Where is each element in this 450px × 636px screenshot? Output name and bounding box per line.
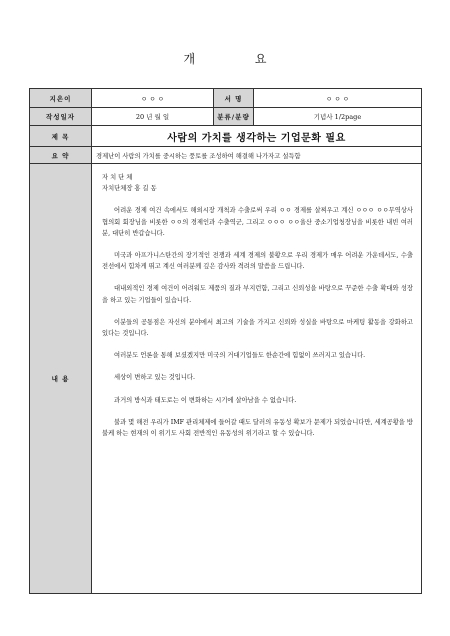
date-value: 20 년 월 일 (92, 108, 214, 126)
date-label: 작성일자 (30, 108, 92, 126)
date-category-row (30, 108, 422, 126)
document-title: 개 요 (183, 52, 295, 66)
author-value: ㅇ ㅇ ㅇ (92, 89, 214, 108)
content-paragraph: 이분들의 공통점은 자신의 분야에서 최고의 기술을 가지고 신뢰와 성실을 바탕으로 마케팅 활동을 강화하고 있다는 것입니다. (102, 318, 413, 338)
content-paragraph: 과거의 방식과 태도로는 이 변화하는 시기에 살아남을 수 없습니다. (114, 396, 297, 404)
content-body (92, 164, 422, 594)
greeting-line-1: 자 치 단 체 (102, 174, 133, 181)
subject-label: 제 목 (30, 126, 92, 147)
subject-row (30, 126, 422, 147)
summary-row (30, 147, 422, 164)
category-label: 분류/분량 (214, 108, 254, 126)
greeting-line-2: 자치단체장 홍 길 동 (102, 185, 157, 193)
content-paragraph: 세상이 변하고 있는 것입니다. (114, 374, 195, 382)
content-paragraph: 미국과 아프가니스탄간의 장기적인 전쟁과 세계 경제의 불황으로 우리 경제가 매우 어려운 가운데서도, 수출 전선에서 힘차게 뛰고 계신 여러분께 깊은 감사와 격려의 말씀을 드립니다. (102, 252, 413, 271)
category-value: 기념사 1/2page (254, 108, 422, 126)
summary-label: 요 약 (30, 147, 92, 164)
content-paragraph: 불과 몇 해전 우리가 IMF 관리체제에 들어갈 때도 달러의 유동성 확보가 문제가 되었습니다만, 세계공황을 방불케 하는 현재의 이 위기도 사회 전반적인 유동성의 위기라고 할 수 있습니다. (102, 418, 413, 438)
book-title-value: ㅇ ㅇ ㅇ (254, 89, 422, 108)
content-paragraph: 어려운 경제 여건 속에서도 해외시장 개척과 수출로써 우리 ㅇㅇ 경제를 살찌우고 계신 ㅇㅇㅇ ㅇㅇ무역상사협의회 회장님을 비롯한 ㅇㅇ의 경제인과 수출역군, 그리고 ㅇㅇㅇ ㅇㅇ울산 중소기업청장님을 비롯한 내빈 여러분, 대단히 반갑습니다. (102, 207, 413, 237)
summary-value: 경제난이 사람의 가치를 중시하는 풍토를 조성하여 해결해 나가자고 설득함 (92, 147, 422, 164)
book-title-label: 서 명 (214, 89, 254, 108)
content-paragraph: 여러분도 언론을 통해 보셨겠지만 미국의 거대기업들도 한순간에 힘없이 쓰러지고 있습니다. (114, 352, 366, 360)
subject-value: 사람의 가치를 생각하는 기업문화 필요 (92, 126, 422, 147)
content-label: 내 용 (30, 164, 92, 594)
overview-form-table (29, 88, 422, 594)
content-row (30, 164, 422, 594)
author-label: 지은이 (30, 89, 92, 108)
author-title-row (30, 89, 422, 108)
content-paragraph: 대내외적인 경제 여건이 어려워도 제품의 질과 부지런함, 그리고 신뢰성을 바탕으로 꾸준한 수출 확대와 성장을 하고 있는 기업들이 있습니다. (102, 285, 413, 304)
